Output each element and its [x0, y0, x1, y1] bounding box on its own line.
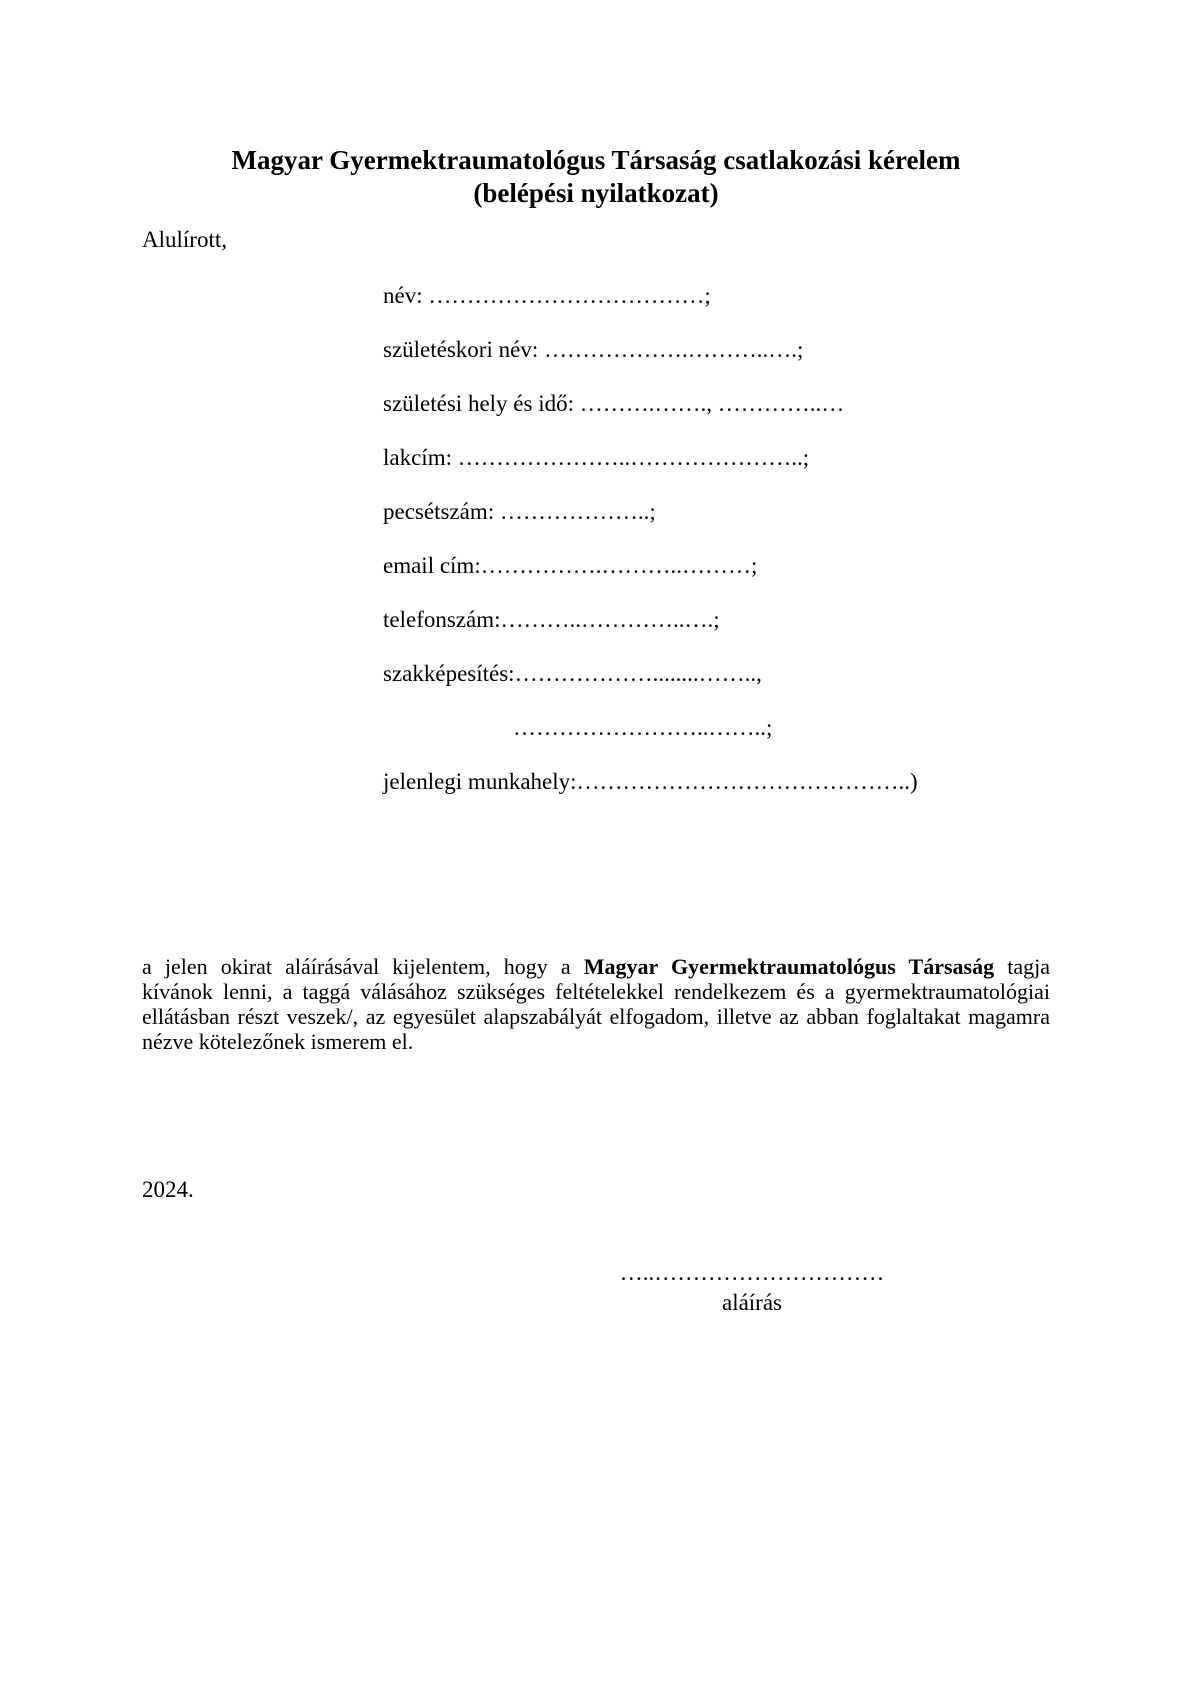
form-field-address: lakcím: …………………..…………………..; — [383, 445, 810, 470]
form-field-qualification-continued: ……………………..……..; — [513, 715, 773, 740]
declaration-text-after: tagja kívánok lenni, a taggá válásához szükséges feltételekkel rendelkezem és a gyermektraumatológiai ellátásban részt veszek/, az egyesület alapszabályát elfogadom, illetve az abban foglaltakat magamra nézve kötelezőnek ismerem el. — [142, 954, 1050, 1054]
salutation-text: Alulírott, — [142, 227, 227, 252]
date-text: 2024. — [142, 1177, 194, 1202]
signature-block — [602, 1258, 902, 1318]
form-field-seal-number: pecsétszám: ………………..; — [383, 499, 656, 524]
form-field-current-workplace: jelenlegi munkahely:……………………………………..) — [383, 769, 918, 794]
declaration-society-name: Magyar Gyermektraumatológus Társaság — [583, 954, 995, 979]
form-field-qualification: szakképesítés:………………........…….., — [383, 661, 762, 686]
document-title — [0, 144, 1192, 210]
signature-label: aláírás — [721, 1290, 782, 1315]
document-title-line1: Magyar Gyermektraumatológus Társaság csatlakozási kérelem — [231, 145, 961, 175]
form-field-birth-place-date: születési hely és idő: ……….……., …………..… — [383, 391, 845, 416]
form-field-name: név: ………………………………; — [383, 283, 711, 308]
declaration-paragraph — [142, 954, 1050, 1054]
declaration-text-before: a jelen okirat aláírásával kijelentem, hogy a — [142, 954, 584, 979]
form-field-email: email cím:…………….………..………; — [383, 553, 758, 578]
form-field-phone: telefonszám:………..…………..….; — [383, 607, 720, 632]
form-field-birth-name: születéskori név: ……………….………..….; — [383, 337, 804, 362]
signature-dotted-line: …..………………………… — [619, 1260, 885, 1285]
document-title-line2: (belépési nyilatkozat) — [473, 178, 719, 208]
form-fields-block — [383, 282, 918, 822]
